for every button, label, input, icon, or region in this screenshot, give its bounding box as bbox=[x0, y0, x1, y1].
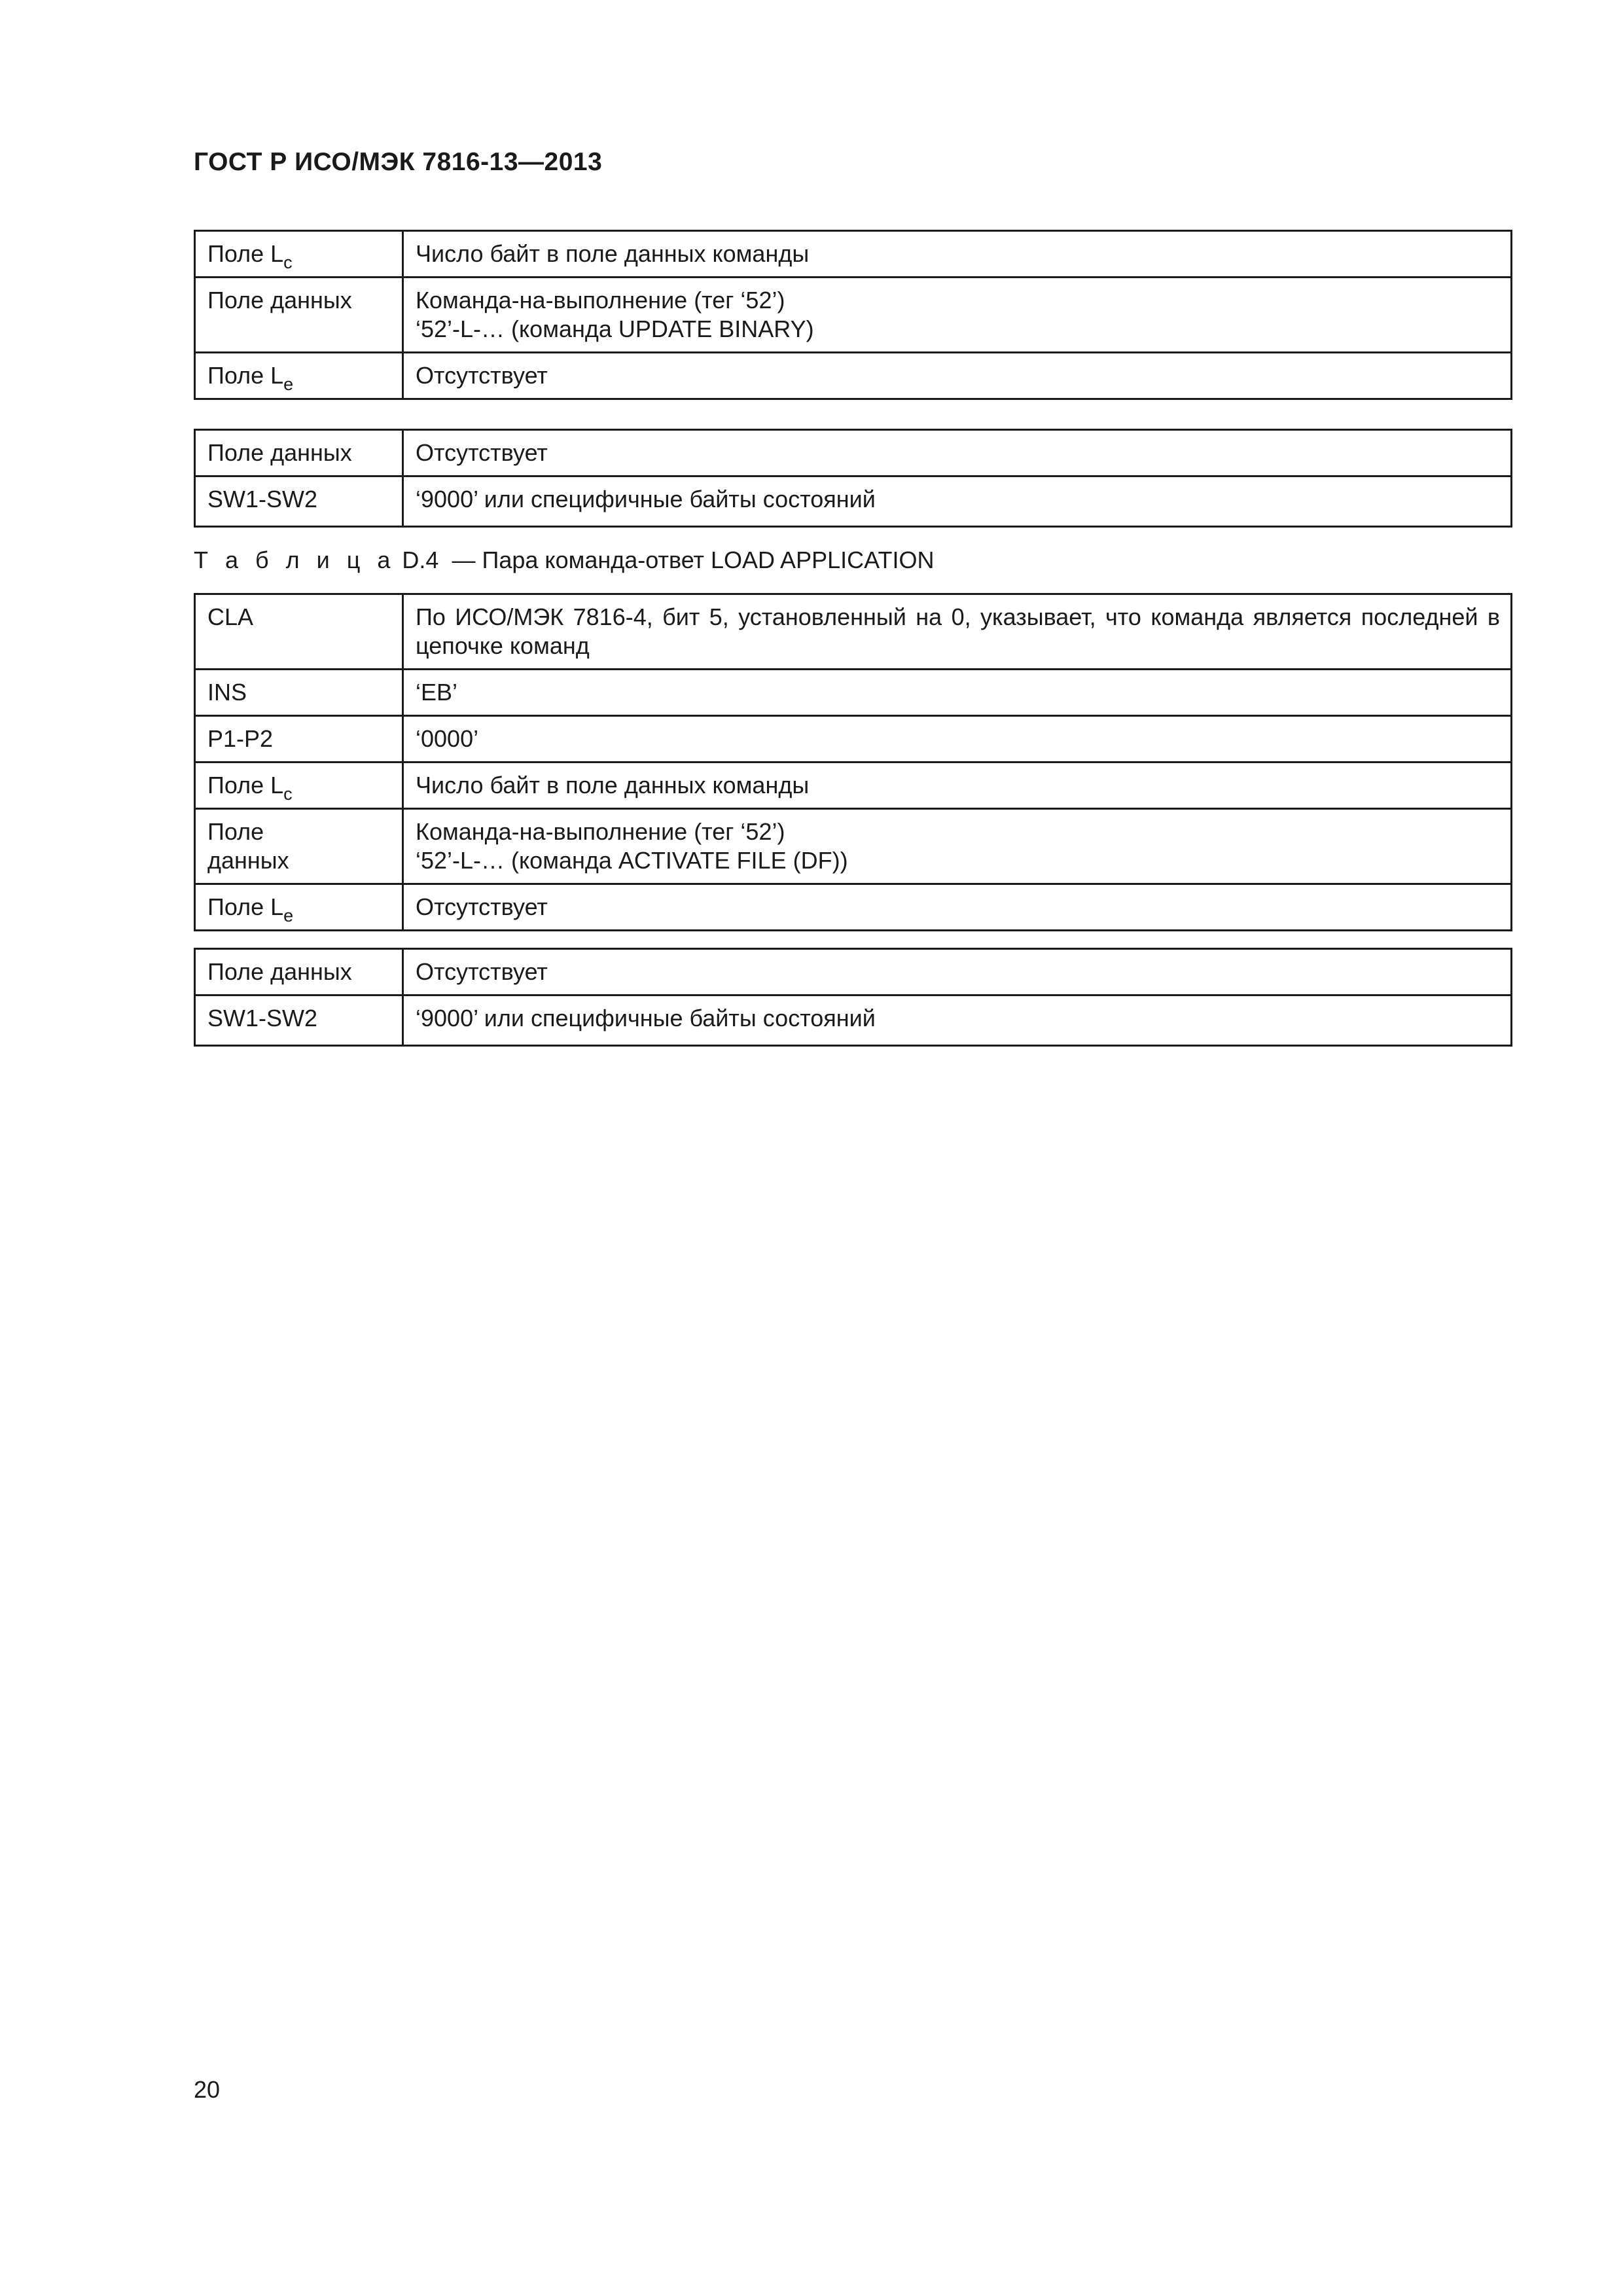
label-text: Поле L bbox=[207, 362, 284, 389]
table-row bbox=[195, 809, 1512, 884]
row-label bbox=[195, 884, 403, 931]
label-text: Поле L bbox=[207, 893, 284, 920]
row-value bbox=[403, 278, 1512, 353]
table-row bbox=[195, 476, 1512, 527]
label-line: Поле bbox=[207, 818, 264, 845]
row-value bbox=[403, 762, 1512, 809]
table-row bbox=[195, 594, 1512, 670]
value-line: Число байт в поле данных команды bbox=[416, 772, 810, 798]
page-number: 20 bbox=[194, 2076, 221, 2103]
caption-number: D.4 bbox=[402, 547, 439, 573]
table-row bbox=[195, 949, 1512, 996]
row-value bbox=[403, 884, 1512, 931]
value-line: Отсутствует bbox=[416, 893, 548, 920]
table-row bbox=[195, 716, 1512, 762]
table-row bbox=[195, 278, 1512, 353]
value-line: Отсутствует bbox=[416, 362, 548, 389]
value-line: ‘52’-L-… (команда UPDATE BINARY) bbox=[416, 315, 814, 342]
table-caption bbox=[194, 547, 934, 574]
table-row bbox=[195, 996, 1512, 1046]
value-line: По ИСО/МЭК 7816-4, бит 5, установленный на 0, указывает, что команда является последней в цепочке команд bbox=[416, 603, 1500, 659]
row-value bbox=[403, 670, 1512, 716]
table-row bbox=[195, 430, 1512, 476]
table-row bbox=[195, 670, 1512, 716]
value-line: ‘0000’ bbox=[416, 725, 479, 752]
label-line: данных bbox=[207, 847, 289, 874]
value-line: Команда-на-выполнение (тег ‘52’) bbox=[416, 287, 785, 314]
table-row bbox=[195, 231, 1512, 278]
row-value bbox=[403, 231, 1512, 278]
value-line: ‘EB’ bbox=[416, 679, 458, 706]
label-text: Поле L bbox=[207, 240, 284, 267]
table-row bbox=[195, 762, 1512, 809]
row-label: Поле данных bbox=[195, 278, 403, 353]
row-value bbox=[403, 716, 1512, 762]
caption-prefix: Т а б л и ц а bbox=[194, 547, 396, 573]
table-load-application-command bbox=[194, 593, 1512, 931]
table-load-application-response bbox=[194, 948, 1512, 1047]
row-value: ‘9000’ или специфичные байты состояний bbox=[403, 996, 1512, 1046]
value-line: ‘52’-L-… (команда ACTIVATE FILE (DF)) bbox=[416, 847, 848, 874]
row-label: Поле данных bbox=[195, 430, 403, 476]
row-label bbox=[195, 353, 403, 399]
row-label bbox=[195, 809, 403, 884]
row-label: CLA bbox=[195, 594, 403, 670]
row-label: SW1-SW2 bbox=[195, 996, 403, 1046]
label-subscript: e bbox=[283, 906, 294, 925]
value-line: Число байт в поле данных команды bbox=[416, 240, 810, 267]
value-line: Команда-на-выполнение (тег ‘52’) bbox=[416, 818, 785, 845]
table-row bbox=[195, 884, 1512, 931]
row-value bbox=[403, 353, 1512, 399]
row-value bbox=[403, 809, 1512, 884]
row-value: ‘9000’ или специфичные байты состояний bbox=[403, 476, 1512, 527]
label-text: Поле L bbox=[207, 772, 284, 798]
label-subscript: c bbox=[283, 784, 293, 804]
row-label bbox=[195, 231, 403, 278]
table-row bbox=[195, 353, 1512, 399]
table-update-binary-response bbox=[194, 429, 1512, 528]
caption-text: — Пара команда-ответ LOAD APPLICATION bbox=[452, 547, 935, 573]
row-value: Отсутствует bbox=[403, 949, 1512, 996]
label-subscript: c bbox=[283, 253, 293, 272]
row-label: SW1-SW2 bbox=[195, 476, 403, 527]
row-label: P1-P2 bbox=[195, 716, 403, 762]
row-value bbox=[403, 594, 1512, 670]
row-label bbox=[195, 762, 403, 809]
label-subscript: e bbox=[283, 374, 294, 394]
document-header: ГОСТ Р ИСО/МЭК 7816-13—2013 bbox=[194, 148, 603, 176]
table-update-binary-command bbox=[194, 230, 1512, 400]
row-value: Отсутствует bbox=[403, 430, 1512, 476]
row-label: Поле данных bbox=[195, 949, 403, 996]
row-label: INS bbox=[195, 670, 403, 716]
